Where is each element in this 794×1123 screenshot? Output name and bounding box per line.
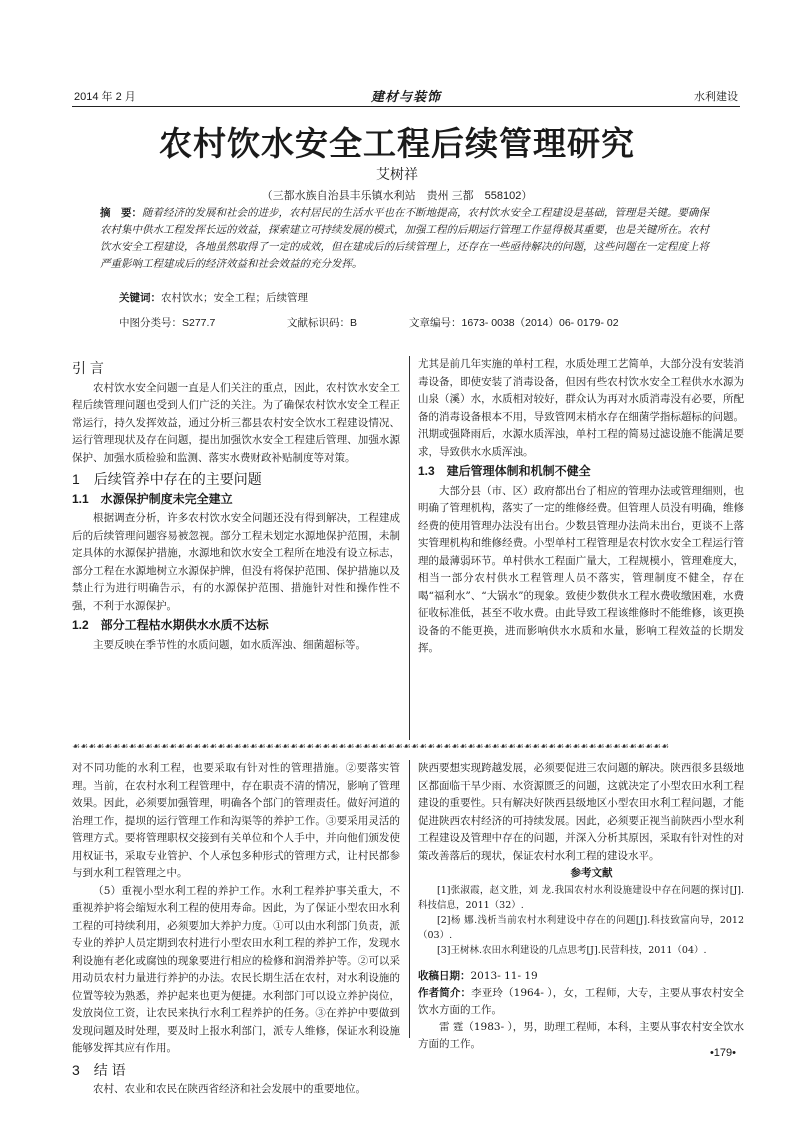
author-bio-label: 作者简介： [418, 986, 472, 999]
document-code: 文献标识码：B [287, 317, 358, 329]
bottom-left-paragraph-1: 对不同功能的水利工程，也要采取有针对性的管理措施。②要落实管理。当前，在农村水利工程管理中，存在职责不清的情况，影响了管理效果。因此，必须要加强管理，明确各个部门的管理责任。做好河道的治理工作，提坝的运行管理工作和沟渠等的养护工作。③要采用灵活的管理方式。要将管理职权交接到有关单位和个人手中，并向他们颁发使用权证书，采取专业管护、个人承包多种形式的管理方式，让村民都参与到水利工程管理之中。 [72, 762, 400, 879]
references-heading: 参考文献 [570, 867, 613, 879]
section-1-2-paragraph: 主要反映在季节性的水质问题，如水质浑浊、细菌超标等。 [93, 638, 366, 651]
header-journal: 建材与装饰 [370, 89, 442, 104]
section-1-2-heading: 1.2 部分工程枯水期供水水质不达标 [72, 618, 269, 632]
header-date: 2014 年 2 月 [74, 91, 136, 103]
left-column-bottom [72, 760, 400, 1099]
intro-heading: 引 言 [72, 360, 104, 376]
bottom-left-paragraph-2: （5）重视小型水利工程的养护工作。水利工程养护事关重大，不重视养护将会缩短水利工程的使用寿命。因此，为了保证小型农田水利工程的可持续利用，必须要加大养护力度。①可以由水利部门负责，派专业的养护人员定期到农村进行小型农田水利工程的养护工作，发现水利设施有老化或腐蚀的现象要进行相应的检修和润滑养护等。②可以采用动员农村力量进行养护的办法。农民长期生活在农村，对水利设施的位置等较为熟悉，养护起来也更为便捷。水利部门可以设立养护岗位，发放岗位工资，让农民来执行水利工程养护的任务。③在养护中要做到发现问题及时处理，要及时上报水利部门，派专人维修，保证水利设施能够发挥其应有作用。 [72, 884, 400, 1054]
author-affiliation: （三都水族自治县丰乐镇水利站 贵州 三都 558102） [261, 190, 533, 202]
paper-title: 农村饮水安全工程后续管理研究 [159, 124, 635, 163]
received-label: 收稿日期： [418, 969, 471, 982]
left-column-top [72, 356, 400, 654]
received-value: 2013- 11- 19 [470, 969, 538, 982]
reference-item: [2]杨 娜.浅析当前农村水利建设中存在的问题[J].科技致富向导，2012（03）. [418, 914, 744, 941]
right-column-bottom [418, 760, 744, 1053]
keywords [119, 290, 719, 305]
intro-paragraph: 农村饮水安全问题一直是人们关注的重点，因此，农村饮水安全工程后续管理问题也受到人们广泛的关注。为了确保农村饮水安全工程正常运行，持久发挥效益，通过分析三都县农村安全饮水工程建设情况、运行管理现状及存在问题，提出加强饮水安全工程建后管理、加强水源保护、加强水质检验和监测、落实水费财政补贴制度等对策。 [72, 381, 400, 464]
right-column-top [418, 356, 744, 658]
decorative-separator: ☙☙☙☙☙☙☙☙☙☙☙☙☙☙☙☙☙☙☙☙☙☙☙☙☙☙☙☙☙☙☙☙☙☙☙☙☙☙☙☙☙☙☙☙☙☙☙☙☙☙☙☙☙☙☙☙☙☙☙☙☙☙☙☙☙☙☙☙☙☙☙☙☙☙ [72, 743, 670, 751]
clc-number: 中图分类号：S277.7 [119, 317, 216, 329]
abstract [100, 205, 710, 273]
paper-author: 艾树祥 [376, 167, 418, 183]
author-bio-1-text: 李亚玲（1964- ），女，工程师，大专，主要从事农村安全饮水方面的工作。 [418, 986, 745, 1016]
section-1-1-heading: 1.1 水源保护制度未完全建立 [72, 491, 233, 506]
article-info [418, 968, 744, 1053]
abstract-text: 随着经济的发展和社会的进步，农村居民的生活水平也在不断地提高，农村饮水安全工程建设是基础，管理是关键。要确保农村集中供水工程发挥长远的效益，探索建立可持续发展的模式，加强工程的后期运行管理工作显得极其重要，也是关键所在。农村饮水安全工程建设，各地虽然取得了一定的成效，但在建成后的后续管理上，还存在一些亟待解决的问题，这些问题在一定程度上将严重影响工程建成后的经济效益和社会效益的充分发挥。 [100, 207, 709, 270]
column-divider-bottom [409, 760, 410, 1038]
bottom-right-paragraph: 陕西要想实现跨越发展，必须要促进三农问题的解决。陕西很多县级地区都面临干旱少雨、水资源匮乏的问题，这就决定了小型农田水利工程建设的重要性。只有解决好陕西县级地区小型农田水利工程问题，才能促进陕西农村经济的可持续发展。因此，必须要正视当前陕西小型水利工程建设及管理中存在的问题，并深入分析其原因，采取有针对性的对策改善落后的现状，保证农村水利工程的建设水平。 [418, 762, 744, 862]
running-header [72, 86, 740, 107]
article-number: 文章编号：1673- 0038（2014）06- 0179- 02 [409, 317, 619, 329]
section-1-1-paragraph: 根据调查分析，许多农村饮水安全问题还没有得到解决，工程建成后的后续管理问题容易被忽视。部分工程未划定水源地保护范围，未制定具体的水源保护措施，水源地和饮水安全工程所在地没有设立标志，部分工程在水源地树立水源保护牌，但没有将保护范围、保护措施以及禁止行为进行明确告示，有的水源保护范围、措施针对性和操作性不强，不利于水源保护。 [72, 512, 400, 612]
section-3-heading: 3 结 语 [72, 1061, 126, 1078]
author-bio-2: 雷 霆（1983- ），男，助理工程师，本科，主要从事农村安全饮水方面的工作。 [418, 1020, 744, 1050]
continued-paragraph: 尤其是前几年实施的单村工程，水质处理工艺简单，大部分没有安装消毒设备，即使安装了消毒设备，但因有些农村饮水安全工程供水水源为山泉（溪）水，水质相对较好，群众认为再对水质消毒没有必要，所配备的消毒设备根本不用，导致管网末梢水存在细菌学指标超标的问题。汛期或强降雨后，水源水质浑浊，单村工程的简易过滤设施不能满足要求，导致供水水质浑浊。 [418, 358, 744, 458]
header-section: 水利建设 [694, 91, 738, 103]
abstract-label: 摘 要： [100, 207, 142, 219]
reference-item: [1]张淑霞，赵文胜，刘 龙.我国农村水利设施建设中存在问题的探讨[J].科技信息，2011（32）. [418, 884, 744, 911]
reference-item: [3]王树林.农田水利建设的几点思考[J].民营科技，2011（04）. [437, 944, 707, 956]
keywords-label: 关键词： [119, 292, 161, 304]
section-1-heading: 1 后续管养中存在的主要问题 [72, 471, 262, 487]
section-1-3-paragraph: 大部分县（市、区）政府都出台了相应的管理办法或管理细则，也明确了管理机构，落实了一定的维修经费。但管理人员没有明确，维修经费的使用管理办法没有出台。少数县管理办法尚未出台，更谈不上落实管理机构和维修经费。小型单村工程管理是农村饮水安全工程运行管理的最薄弱环节。单村供水工程面广量大，工程规模小，管理难度大，相当一部分农村供水工程管理人员不落实，管理制度不健全，存在喝“福利水”、“大锅水”的现象。致使少数供水工程水费收缴困难，水费征收标准低，甚至不收水费。由此导致工程该维修时不能维修，该更换设备的不能更换，进而影响供水水质和水量，影响工程效益的长期发挥。 [418, 484, 744, 654]
page-number: •179• [709, 1047, 736, 1059]
keywords-text: 农村饮水；安全工程；后续管理 [161, 292, 308, 304]
author-bio-1 [418, 985, 744, 1019]
column-divider-top [409, 356, 410, 740]
section-3-paragraph: 农村、农业和农民在陕西省经济和社会发展中的重要地位。 [93, 1083, 366, 1095]
section-1-3-heading: 1.3 建后管理体制和机制不健全 [418, 464, 591, 478]
received-date [418, 968, 744, 985]
